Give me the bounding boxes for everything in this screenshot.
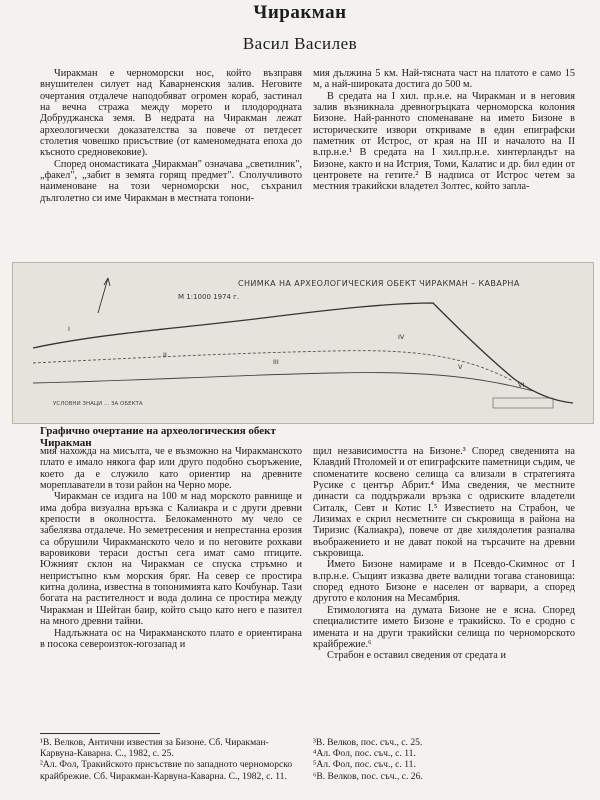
sector-label: I bbox=[68, 325, 70, 333]
site-plan-figure bbox=[12, 262, 594, 424]
footnote: ³В. Велков, пос. съч., с. 25. bbox=[313, 737, 423, 748]
paragraph: Страбон е оставил сведения от средата и bbox=[327, 650, 506, 662]
figure-caption: Графично очертание на археологическия обект Чиракман bbox=[40, 425, 276, 449]
paragraph: Надлъжната ос на Чиракманското плато е ориентирана в посока североизток-югозапад и bbox=[40, 627, 302, 650]
footnotes-right bbox=[313, 737, 578, 782]
footnotes-left bbox=[40, 737, 305, 782]
sector-label: II bbox=[163, 351, 167, 359]
text-column-right-bottom bbox=[313, 446, 575, 662]
sector-label: VI bbox=[518, 381, 525, 389]
paragraph: Името Бизоне намираме и в Псевдо-Скимнос от I в.пр.н.е. Същият изказва двете валидни тогава становища: според едното Бизоне е населен от варвари, а според другото е колония на Месамбрия. bbox=[313, 559, 575, 605]
footnote-divider bbox=[40, 733, 160, 734]
article-title: Чиракман bbox=[253, 2, 347, 23]
paragraph: Чиракман се издига на 100 м над морското равнище и има добра визуална връзка с Калиакра и с други древни крепости в околността. Белокаменното му чело се забелязва отдалече. Но земетресения и непрестанна ерозия са обрушили Чиракманското чело и по неговите рохкави варовикови тераси достъп сега имат само птиците. Южният склон на Чиракман се спуска стръмно и непристъпно към морския бряг. На север се простира китна долина, известна в топонимията като Кочбунар. Тази богата на растителност и вода долина се простира между Чиракман и Шейтан баир, който също като него е пазител на много древни тайни. bbox=[40, 491, 302, 628]
map-legend: УСЛОВНИ ЗНАЦИ ... ЗА ОБЕКТА bbox=[53, 401, 143, 407]
text-column-right-top bbox=[313, 68, 575, 193]
text-column-left-top bbox=[40, 68, 302, 204]
footnote: ⁵Ал. Фол, пос. съч., с. 11. bbox=[313, 759, 416, 771]
paragraph: Чиракман е черноморски нос, който възправя внушителен силует над Каварненския залив. Неговите очертания отдалече наподобяват огромен кораб, застинал на вечна стража между морето и плодородната Добруджанска земя. В недрата на Чиракман лежат археологически доказателства за повече от петдесет столетия човешко присъствие (от каменомедната епоха до късното средновековие). bbox=[40, 68, 302, 159]
paragraph: Според ономастиката „Чиракман" означава „светилник", „факел", „забит в земята горящ предмет". Сполучливото наименоване на този черноморски нос, съхранил дълголетно си име Чиракман в местната топони- bbox=[40, 158, 302, 204]
footnote: ⁶В. Велков, пос. съч., с. 26. bbox=[313, 770, 423, 782]
paragraph: щил независимостта на Бизоне.³ Според сведенията на Клавдий Птоломей и от епиграфските паметници съдим, че споменатите косвено селища са влизали в стратегията Русике с център Абрит.⁴ Има сведения, че местните династи са поддържали връзка с одриските владетели Ситалк, Севт и Котис I.⁵ Известието на Страбон, че Лизимах е скрил несметните си съкровища в района на Тиризис (Калиакра), повече от две хилядолетия разпалва въображението и не дават покой на търсачите на древни съкровища. bbox=[313, 446, 575, 560]
paragraph: мия дължина 5 км. Най-тясната част на платото е само 15 м, а най-широката достига до 500 м. bbox=[313, 68, 575, 91]
sector-label: IV bbox=[398, 333, 405, 341]
footnote: ¹В. Велков, Антични известия за Бизоне. Сб. Чиракман-Карвуна-Каварна. С., 1982, с. 25. bbox=[40, 737, 269, 760]
footnote: ²Ал. Фол, Тракийското присъствие по западното черноморско крайбрежие. Сб. Чиракман-Карвуна-Каварна. С., 1982, с. 11. bbox=[40, 759, 293, 782]
sector-label: III bbox=[273, 358, 279, 366]
text-column-left-bottom bbox=[40, 446, 302, 650]
article-author: Васил Василев bbox=[242, 34, 358, 53]
footnote: ⁴Ал. Фол, пос. съч., с. 11. bbox=[313, 748, 416, 760]
map-title: СНИМКА НА АРХЕОЛОГИЧЕСКИЯ ОБЕКТ ЧИРАКМАН – КАВАРНА bbox=[238, 279, 520, 288]
paragraph: В средата на I хил. пр.н.е. на Чиракман и в неговия залив възникнала древногръцката черноморска колония Бизоне. Най-ранното споменаване на името Бизоне в историческите извори откриваме в един епиграфски паметник от Истрос, от края на III и началото на II в.пр.н.е.¹ В средата на I хил.пр.н.е. хинтерландът на Бизоне, както и на Истрия, Томи, Калатис и др. бил един от центровете на гетите.² В надписа от Истрос четем за местния тракийски владетел Золтес, който запла- bbox=[313, 90, 575, 193]
sector-label: V bbox=[458, 363, 463, 371]
paragraph: мия нахожда на мисълта, че е възможно на Чиракманското плато е имало някога фар или друго подобно съоръжение, което да е служило като ориентир на древните мореплаватели в този район на Черно море. bbox=[40, 446, 302, 492]
paragraph: Етимологията на думата Бизоне не е ясна. Според специалистите името Бизоне е тракийско. То е сродно с имената и на други тракийски селища по черноморското крайбрежие.⁶ bbox=[313, 604, 575, 650]
map-scale: М 1:1000 1974 г. bbox=[178, 293, 240, 301]
